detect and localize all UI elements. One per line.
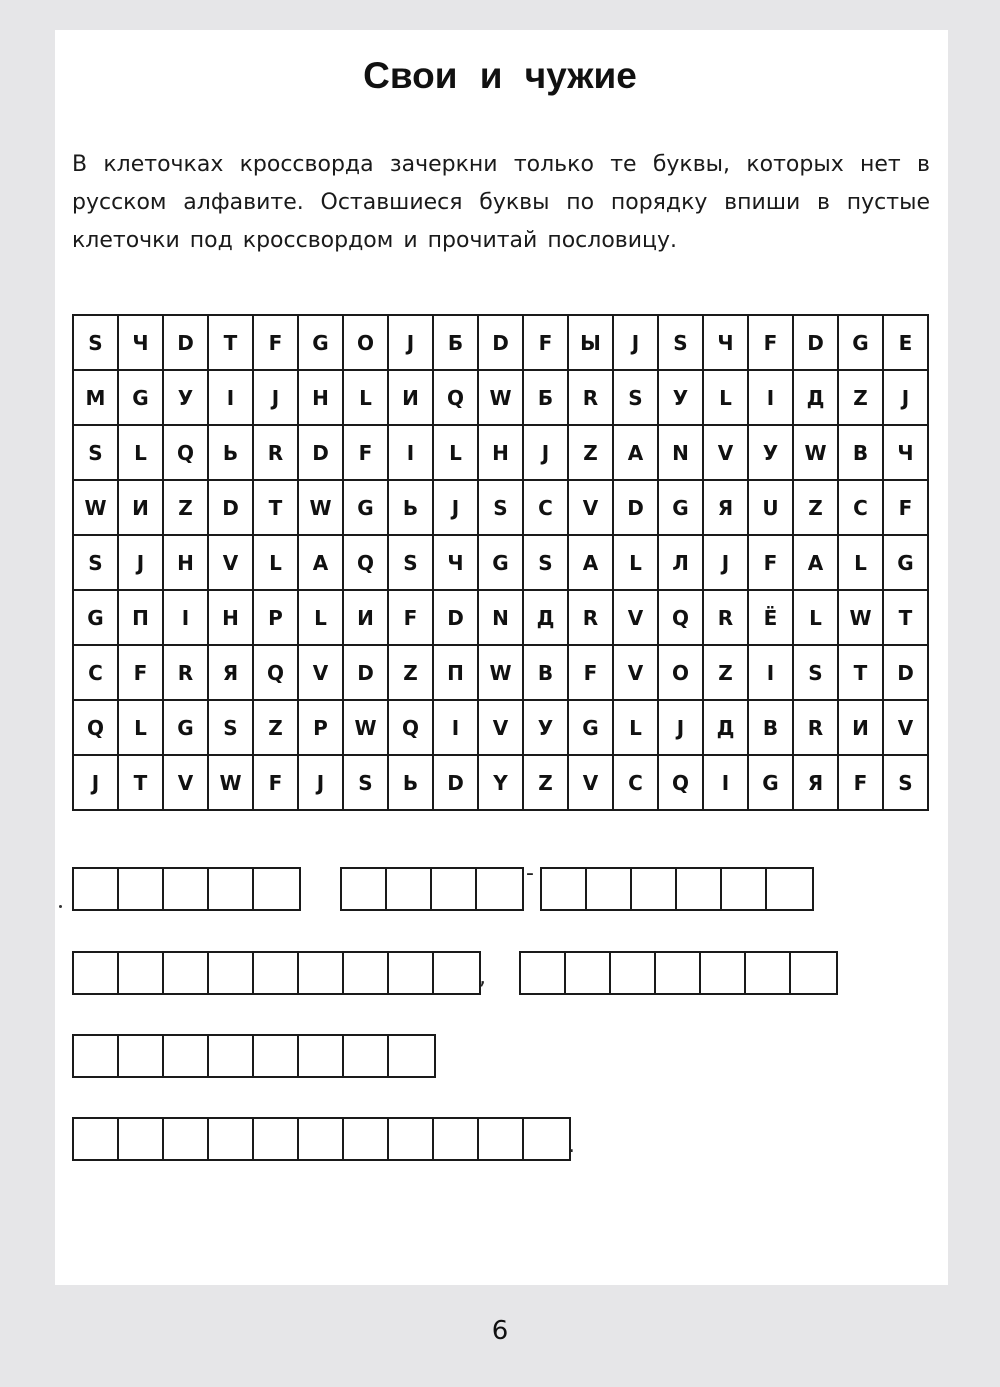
- grid-cell[interactable]: G: [298, 315, 343, 370]
- answer-word-1[interactable]: [72, 867, 301, 911]
- grid-cell[interactable]: У: [748, 425, 793, 480]
- grid-cell[interactable]: Q: [73, 700, 118, 755]
- answer-cell[interactable]: [299, 1119, 344, 1159]
- grid-cell[interactable]: J: [388, 315, 433, 370]
- grid-cell[interactable]: Q: [163, 425, 208, 480]
- answer-cell[interactable]: [209, 1036, 254, 1076]
- grid-cell[interactable]: Z: [793, 480, 838, 535]
- grid-cell[interactable]: J: [118, 535, 163, 590]
- answer-word-7[interactable]: [72, 1117, 571, 1161]
- answer-row-1: [0, 861, 1000, 911]
- answer-word-4[interactable]: [72, 951, 481, 995]
- grid-cell[interactable]: F: [838, 755, 883, 810]
- answer-cell[interactable]: [701, 953, 746, 993]
- grid-cell[interactable]: W: [343, 700, 388, 755]
- grid-cell[interactable]: G: [568, 700, 613, 755]
- answer-cell[interactable]: [299, 1036, 344, 1076]
- grid-cell[interactable]: V: [478, 700, 523, 755]
- grid-cell[interactable]: У: [523, 700, 568, 755]
- answer-cell[interactable]: [344, 1119, 389, 1159]
- grid-cell[interactable]: S: [73, 535, 118, 590]
- grid-cell[interactable]: Д: [703, 700, 748, 755]
- grid-cell[interactable]: Ь: [388, 755, 433, 810]
- grid-cell[interactable]: Ы: [568, 315, 613, 370]
- grid-cell[interactable]: Ч: [433, 535, 478, 590]
- grid-cell[interactable]: H: [478, 425, 523, 480]
- grid-cell[interactable]: G: [748, 755, 793, 810]
- grid-cell[interactable]: S: [523, 535, 568, 590]
- grid-cell[interactable]: И: [343, 590, 388, 645]
- answer-cell[interactable]: [209, 869, 254, 909]
- grid-row: [73, 590, 928, 645]
- grid-cell[interactable]: D: [613, 480, 658, 535]
- answer-cell[interactable]: [164, 869, 209, 909]
- grid-cell[interactable]: T: [883, 590, 928, 645]
- grid-cell[interactable]: D: [163, 315, 208, 370]
- grid-cell[interactable]: N: [478, 590, 523, 645]
- grid-cell[interactable]: R: [163, 645, 208, 700]
- grid-cell[interactable]: S: [208, 700, 253, 755]
- answer-cell[interactable]: [254, 1119, 299, 1159]
- grid-cell[interactable]: J: [883, 370, 928, 425]
- answer-cell[interactable]: [434, 953, 479, 993]
- grid-cell[interactable]: C: [73, 645, 118, 700]
- grid-cell[interactable]: I: [748, 645, 793, 700]
- grid-cell[interactable]: O: [343, 315, 388, 370]
- grid-cell[interactable]: Я: [703, 480, 748, 535]
- answer-cell[interactable]: [521, 953, 566, 993]
- grid-cell[interactable]: H: [298, 370, 343, 425]
- answer-cell[interactable]: [74, 953, 119, 993]
- answer-cell[interactable]: [254, 953, 299, 993]
- grid-cell[interactable]: F: [523, 315, 568, 370]
- answer-cell[interactable]: [164, 953, 209, 993]
- answer-cell[interactable]: [587, 869, 632, 909]
- grid-cell[interactable]: W: [838, 590, 883, 645]
- answer-cell[interactable]: [389, 1036, 434, 1076]
- grid-cell[interactable]: B: [838, 425, 883, 480]
- answer-cell[interactable]: [479, 1119, 524, 1159]
- grid-cell[interactable]: N: [658, 425, 703, 480]
- grid-cell[interactable]: G: [838, 315, 883, 370]
- grid-row: [73, 645, 928, 700]
- grid-cell[interactable]: W: [208, 755, 253, 810]
- grid-cell[interactable]: L: [253, 535, 298, 590]
- grid-cell[interactable]: F: [883, 480, 928, 535]
- grid-cell[interactable]: Ь: [208, 425, 253, 480]
- grid-cell[interactable]: R: [568, 370, 613, 425]
- grid-cell[interactable]: И: [388, 370, 433, 425]
- answer-cell[interactable]: [119, 1119, 164, 1159]
- grid-cell[interactable]: R: [568, 590, 613, 645]
- answer-row-3: [0, 1034, 1000, 1078]
- grid-cell[interactable]: Ч: [703, 315, 748, 370]
- grid-cell[interactable]: D: [478, 315, 523, 370]
- answer-cell[interactable]: [119, 1036, 164, 1076]
- answer-cell[interactable]: [767, 869, 812, 909]
- grid-row: [73, 755, 928, 810]
- grid-cell[interactable]: H: [208, 590, 253, 645]
- grid-cell[interactable]: T: [838, 645, 883, 700]
- grid-cell[interactable]: П: [118, 590, 163, 645]
- grid-cell[interactable]: V: [568, 480, 613, 535]
- answer-cell[interactable]: [746, 953, 791, 993]
- grid-cell[interactable]: I: [163, 590, 208, 645]
- answer-cell[interactable]: [342, 869, 387, 909]
- grid-cell[interactable]: S: [883, 755, 928, 810]
- grid-cell[interactable]: L: [343, 370, 388, 425]
- grid-cell[interactable]: L: [838, 535, 883, 590]
- grid-cell[interactable]: P: [298, 700, 343, 755]
- grid-cell[interactable]: D: [883, 645, 928, 700]
- grid-cell[interactable]: R: [793, 700, 838, 755]
- grid-cell[interactable]: T: [118, 755, 163, 810]
- grid-cell[interactable]: C: [838, 480, 883, 535]
- grid-cell[interactable]: A: [613, 425, 658, 480]
- grid-cell[interactable]: H: [163, 535, 208, 590]
- grid-cell[interactable]: J: [73, 755, 118, 810]
- answer-cell[interactable]: [344, 953, 389, 993]
- answer-cell[interactable]: [566, 953, 611, 993]
- answer-cell[interactable]: [387, 869, 432, 909]
- grid-cell[interactable]: Q: [253, 645, 298, 700]
- grid-cell[interactable]: Л: [658, 535, 703, 590]
- grid-cell[interactable]: Q: [658, 590, 703, 645]
- grid-cell[interactable]: V: [568, 755, 613, 810]
- comma-mark: ,: [479, 965, 486, 990]
- answer-word-5[interactable]: [519, 951, 838, 995]
- grid-cell[interactable]: У: [658, 370, 703, 425]
- answer-cell[interactable]: [791, 953, 836, 993]
- print-speck: [59, 905, 62, 908]
- answer-cell[interactable]: [432, 869, 477, 909]
- grid-cell[interactable]: L: [613, 700, 658, 755]
- grid-cell[interactable]: Я: [208, 645, 253, 700]
- grid-cell[interactable]: Д: [523, 590, 568, 645]
- grid-cell[interactable]: D: [298, 425, 343, 480]
- grid-cell[interactable]: V: [613, 645, 658, 700]
- grid-cell[interactable]: Z: [253, 700, 298, 755]
- grid-cell[interactable]: J: [658, 700, 703, 755]
- grid-cell[interactable]: W: [478, 370, 523, 425]
- grid-row: [73, 700, 928, 755]
- grid-cell[interactable]: G: [478, 535, 523, 590]
- grid-cell[interactable]: S: [343, 755, 388, 810]
- grid-cell[interactable]: S: [613, 370, 658, 425]
- answer-cell[interactable]: [119, 869, 164, 909]
- grid-cell[interactable]: Q: [433, 370, 478, 425]
- grid-cell[interactable]: R: [703, 590, 748, 645]
- grid-cell[interactable]: Ё: [748, 590, 793, 645]
- grid-cell[interactable]: D: [433, 590, 478, 645]
- grid-row: [73, 480, 928, 535]
- grid-cell[interactable]: L: [433, 425, 478, 480]
- grid-cell[interactable]: F: [253, 755, 298, 810]
- grid-cell[interactable]: E: [883, 315, 928, 370]
- grid-cell[interactable]: Б: [433, 315, 478, 370]
- grid-cell[interactable]: D: [433, 755, 478, 810]
- grid-cell[interactable]: F: [388, 590, 433, 645]
- answer-cell[interactable]: [209, 1119, 254, 1159]
- grid-cell[interactable]: I: [388, 425, 433, 480]
- grid-cell[interactable]: Б: [523, 370, 568, 425]
- answer-word-2[interactable]: [340, 867, 524, 911]
- grid-cell[interactable]: F: [253, 315, 298, 370]
- answer-cell[interactable]: [344, 1036, 389, 1076]
- grid-cell[interactable]: Z: [163, 480, 208, 535]
- letter-grid: [72, 314, 929, 811]
- answer-cell[interactable]: [611, 953, 656, 993]
- grid-cell[interactable]: R: [253, 425, 298, 480]
- answer-cell[interactable]: [389, 953, 434, 993]
- grid-cell[interactable]: T: [253, 480, 298, 535]
- grid-cell[interactable]: V: [298, 645, 343, 700]
- answer-cell[interactable]: [74, 869, 119, 909]
- grid-cell[interactable]: I: [208, 370, 253, 425]
- answer-cell[interactable]: [656, 953, 701, 993]
- grid-cell[interactable]: И: [118, 480, 163, 535]
- grid-cell[interactable]: Q: [658, 755, 703, 810]
- grid-cell[interactable]: F: [748, 315, 793, 370]
- grid-cell[interactable]: D: [208, 480, 253, 535]
- grid-cell[interactable]: S: [793, 645, 838, 700]
- grid-cell[interactable]: F: [343, 425, 388, 480]
- page-number: 6: [491, 1316, 509, 1346]
- grid-cell[interactable]: S: [388, 535, 433, 590]
- grid-cell[interactable]: A: [793, 535, 838, 590]
- grid-cell[interactable]: Z: [838, 370, 883, 425]
- grid-cell[interactable]: I: [703, 755, 748, 810]
- grid-cell[interactable]: L: [613, 535, 658, 590]
- grid-cell[interactable]: C: [613, 755, 658, 810]
- grid-cell[interactable]: G: [73, 590, 118, 645]
- grid-cell[interactable]: L: [298, 590, 343, 645]
- answer-row-4: [0, 1117, 1000, 1161]
- grid-cell[interactable]: F: [748, 535, 793, 590]
- grid-cell[interactable]: Ь: [388, 480, 433, 535]
- answer-cell[interactable]: [677, 869, 722, 909]
- answer-cell[interactable]: [74, 1036, 119, 1076]
- answer-cell[interactable]: [164, 1119, 209, 1159]
- grid-cell[interactable]: V: [703, 425, 748, 480]
- answer-cell[interactable]: [722, 869, 767, 909]
- grid-cell[interactable]: D: [343, 645, 388, 700]
- grid-row: [73, 315, 928, 370]
- grid-cell[interactable]: Z: [568, 425, 613, 480]
- grid-cell[interactable]: W: [298, 480, 343, 535]
- grid-cell[interactable]: Z: [388, 645, 433, 700]
- grid-cell[interactable]: G: [118, 370, 163, 425]
- answer-cell[interactable]: [632, 869, 677, 909]
- grid-cell[interactable]: W: [73, 480, 118, 535]
- grid-cell[interactable]: F: [568, 645, 613, 700]
- grid-cell[interactable]: G: [343, 480, 388, 535]
- grid-cell[interactable]: S: [478, 480, 523, 535]
- grid-cell[interactable]: П: [433, 645, 478, 700]
- grid-cell[interactable]: Z: [703, 645, 748, 700]
- grid-row: [73, 370, 928, 425]
- grid-cell[interactable]: W: [478, 645, 523, 700]
- grid-cell[interactable]: J: [253, 370, 298, 425]
- grid-cell[interactable]: V: [163, 755, 208, 810]
- grid-cell[interactable]: И: [838, 700, 883, 755]
- answer-cell[interactable]: [119, 953, 164, 993]
- grid-cell[interactable]: O: [658, 645, 703, 700]
- grid-cell[interactable]: G: [883, 535, 928, 590]
- grid-cell[interactable]: L: [793, 590, 838, 645]
- grid-row: [73, 535, 928, 590]
- answer-word-3[interactable]: [540, 867, 814, 911]
- grid-cell[interactable]: Д: [793, 370, 838, 425]
- answer-word-6[interactable]: [72, 1034, 436, 1078]
- answer-row-2: [0, 951, 1000, 995]
- answer-cell[interactable]: [542, 869, 587, 909]
- grid-cell[interactable]: J: [433, 480, 478, 535]
- grid-cell[interactable]: B: [523, 645, 568, 700]
- grid-cell[interactable]: Y: [478, 755, 523, 810]
- answer-cell[interactable]: [209, 953, 254, 993]
- grid-cell[interactable]: J: [703, 535, 748, 590]
- period-mark: .: [568, 1133, 575, 1158]
- grid-cell[interactable]: V: [613, 590, 658, 645]
- page-title: Свои и чужие: [363, 55, 637, 96]
- answer-cell[interactable]: [254, 869, 299, 909]
- grid-cell[interactable]: I: [433, 700, 478, 755]
- grid-cell[interactable]: Q: [388, 700, 433, 755]
- answer-cell[interactable]: [389, 1119, 434, 1159]
- grid-cell[interactable]: Я: [793, 755, 838, 810]
- grid-cell[interactable]: D: [793, 315, 838, 370]
- grid-cell[interactable]: L: [118, 700, 163, 755]
- grid-cell[interactable]: A: [568, 535, 613, 590]
- grid-cell[interactable]: T: [208, 315, 253, 370]
- grid-cell[interactable]: L: [118, 425, 163, 480]
- grid-cell[interactable]: J: [613, 315, 658, 370]
- grid-cell[interactable]: G: [163, 700, 208, 755]
- grid-cell[interactable]: Q: [343, 535, 388, 590]
- grid-cell[interactable]: F: [118, 645, 163, 700]
- grid-cell[interactable]: Z: [523, 755, 568, 810]
- answer-cell[interactable]: [74, 1119, 119, 1159]
- grid-row: [73, 425, 928, 480]
- grid-cell[interactable]: V: [208, 535, 253, 590]
- answer-cell[interactable]: [299, 953, 344, 993]
- answer-cell[interactable]: [164, 1036, 209, 1076]
- grid-cell[interactable]: S: [73, 315, 118, 370]
- grid-cell[interactable]: M: [73, 370, 118, 425]
- grid-cell[interactable]: B: [748, 700, 793, 755]
- grid-cell[interactable]: C: [523, 480, 568, 535]
- instruction-text: В клеточках кроссворда зачеркни только те буквы, которых нет в русском алфавите. Оставшиеся буквы по порядку впиши в пустые клеточки под кроссвордом и прочитай пословицу.: [72, 152, 930, 253]
- answer-cell[interactable]: [477, 869, 522, 909]
- grid-cell[interactable]: V: [883, 700, 928, 755]
- grid-cell[interactable]: S: [73, 425, 118, 480]
- grid-cell[interactable]: P: [253, 590, 298, 645]
- grid-cell[interactable]: I: [748, 370, 793, 425]
- grid-cell[interactable]: G: [658, 480, 703, 535]
- answer-cell[interactable]: [524, 1119, 569, 1159]
- grid-cell[interactable]: S: [658, 315, 703, 370]
- grid-cell[interactable]: A: [298, 535, 343, 590]
- grid-cell[interactable]: У: [163, 370, 208, 425]
- grid-cell[interactable]: L: [703, 370, 748, 425]
- grid-cell[interactable]: J: [298, 755, 343, 810]
- grid-cell[interactable]: Ч: [883, 425, 928, 480]
- grid-cell[interactable]: J: [523, 425, 568, 480]
- grid-cell[interactable]: U: [748, 480, 793, 535]
- hyphen-mark: -: [526, 861, 534, 886]
- answer-cell[interactable]: [434, 1119, 479, 1159]
- grid-cell[interactable]: W: [793, 425, 838, 480]
- answer-cell[interactable]: [254, 1036, 299, 1076]
- grid-cell[interactable]: Ч: [118, 315, 163, 370]
